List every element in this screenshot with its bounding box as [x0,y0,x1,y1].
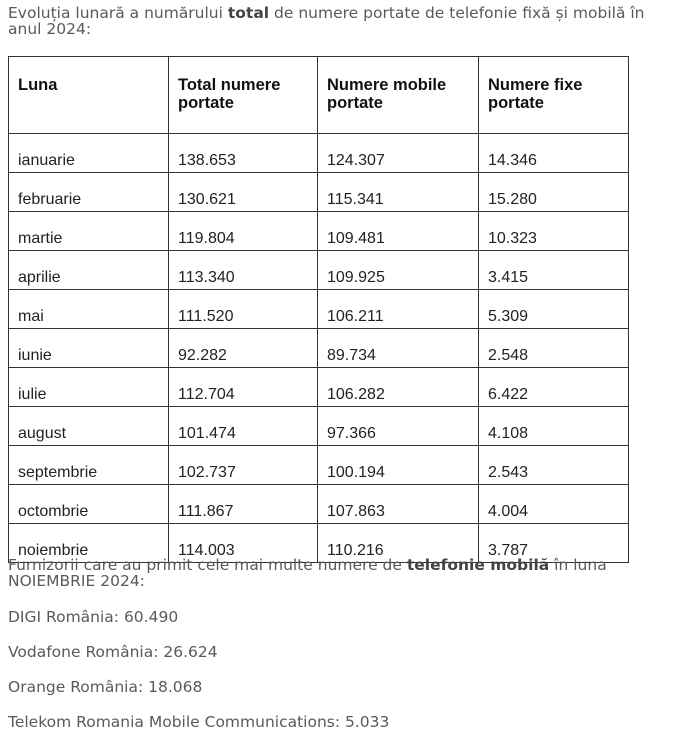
cell-fixed-ported: 4.108 [479,407,629,446]
cell-mobile-ported: 100.194 [318,446,479,485]
cell-total-ported: 101.474 [169,407,318,446]
cell-total-ported: 138.653 [169,134,318,173]
cell-fixed-ported: 2.543 [479,446,629,485]
cell-total-ported: 102.737 [169,446,318,485]
header-month: Luna [9,57,169,134]
cell-total-ported: 114.003 [169,524,318,563]
table-row [9,134,629,173]
cell-mobile-ported: 109.481 [318,212,479,251]
cell-month: septembrie [9,446,169,485]
cell-month: aprilie [9,251,169,290]
cell-mobile-ported: 107.863 [318,485,479,524]
cell-mobile-ported: 124.307 [318,134,479,173]
intro-text-after: de numere portate de telefonie fixă și mobilă în anul 2024: [8,4,645,38]
table-row [9,329,629,368]
providers-intro-before: Furnizorii care au primit cele mai multe numere de [8,556,407,574]
portability-table [8,56,629,563]
cell-mobile-ported: 106.211 [318,290,479,329]
cell-mobile-ported: 115.341 [318,173,479,212]
header-mobile-ported: Numere mobile portate [318,57,479,134]
cell-mobile-ported: 97.366 [318,407,479,446]
cell-month: august [9,407,169,446]
provider-item: Orange România: 18.068 [8,678,203,696]
cell-total-ported: 112.704 [169,368,318,407]
cell-month: octombrie [9,485,169,524]
cell-month: martie [9,212,169,251]
cell-fixed-ported: 4.004 [479,485,629,524]
cell-month: iulie [9,368,169,407]
intro-text [8,5,676,37]
table-row [9,212,629,251]
cell-month: ianuarie [9,134,169,173]
table-row [9,290,629,329]
table-row [9,368,629,407]
cell-fixed-ported: 2.548 [479,329,629,368]
cell-month: mai [9,290,169,329]
provider-item: Vodafone România: 26.624 [8,643,218,661]
cell-total-ported: 111.520 [169,290,318,329]
cell-fixed-ported: 15.280 [479,173,629,212]
table-header-row [9,57,629,134]
cell-total-ported: 130.621 [169,173,318,212]
cell-mobile-ported: 109.925 [318,251,479,290]
cell-mobile-ported: 106.282 [318,368,479,407]
cell-fixed-ported: 5.309 [479,290,629,329]
cell-month: noiembrie [9,524,169,563]
intro-text-before: Evoluția lunară a numărului [8,4,228,22]
header-fixed-ported: Numere fixe portate [479,57,629,134]
providers-intro-after: în luna NOIEMBRIE 2024: [8,556,607,590]
providers-intro-text [8,557,676,589]
header-total-ported: Total numere portate [169,57,318,134]
cell-fixed-ported: 3.787 [479,524,629,563]
cell-total-ported: 119.804 [169,212,318,251]
table-row [9,173,629,212]
cell-mobile-ported: 89.734 [318,329,479,368]
cell-total-ported: 111.867 [169,485,318,524]
providers-intro-bold: telefonie mobilă [406,556,550,574]
intro-text-bold: total [227,4,270,22]
provider-item: Telekom Romania Mobile Communications: 5.033 [8,713,390,731]
cell-fixed-ported: 10.323 [479,212,629,251]
table-row [9,446,629,485]
table-body [9,134,629,563]
cell-total-ported: 113.340 [169,251,318,290]
cell-month: februarie [9,173,169,212]
cell-month: iunie [9,329,169,368]
cell-mobile-ported: 110.216 [318,524,479,563]
cell-total-ported: 92.282 [169,329,318,368]
table-row [9,251,629,290]
provider-item: DIGI România: 60.490 [8,608,179,626]
table-row [9,407,629,446]
cell-fixed-ported: 14.346 [479,134,629,173]
cell-fixed-ported: 6.422 [479,368,629,407]
cell-fixed-ported: 3.415 [479,251,629,290]
table-row [9,485,629,524]
